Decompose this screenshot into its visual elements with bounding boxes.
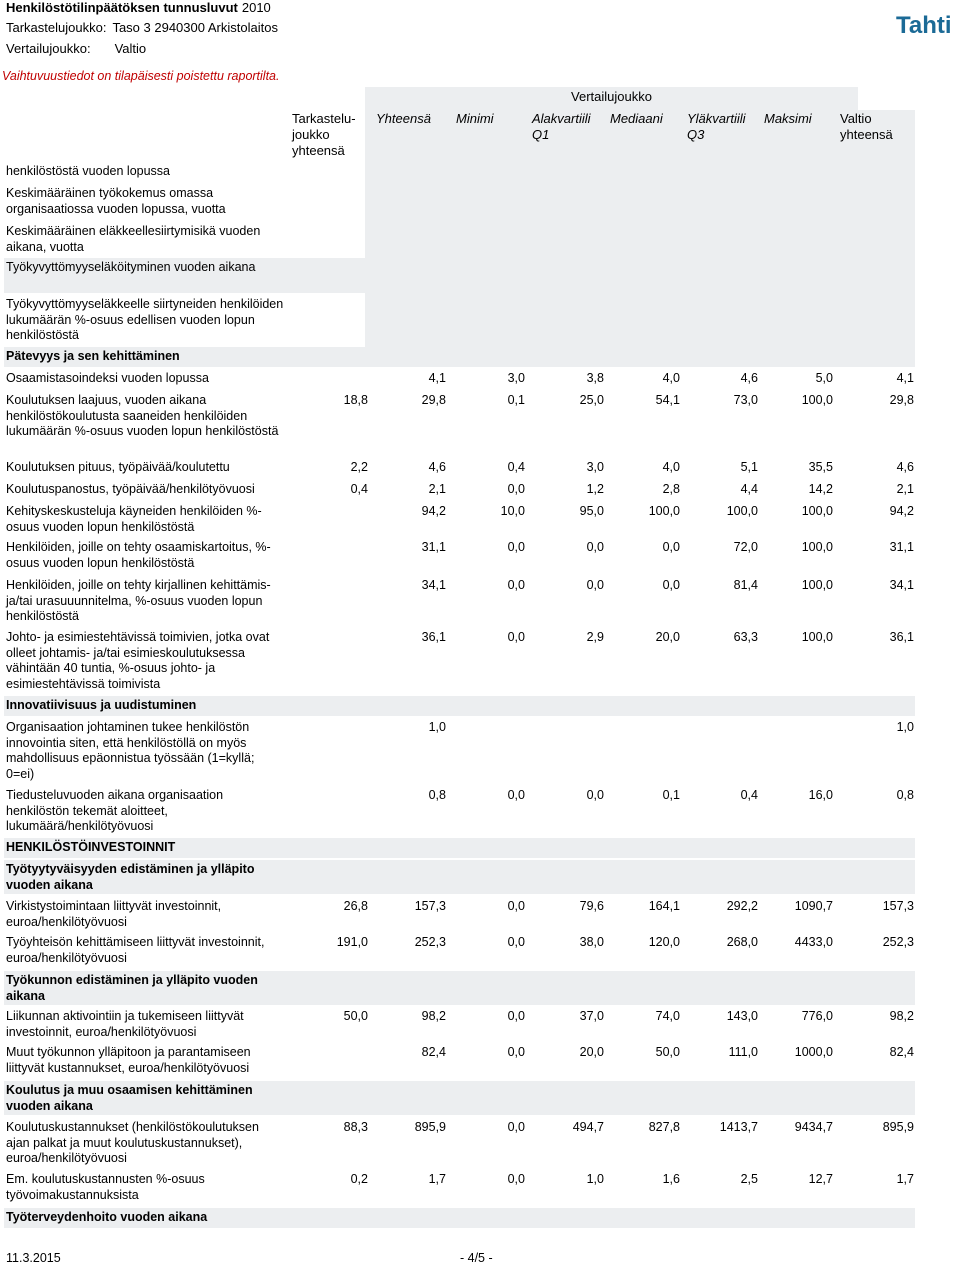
row-label: Henkilöiden, joille on tehty osaamiskartoitus, %-osuus vuoden lopun henkilöstöstä xyxy=(6,540,271,570)
table-row xyxy=(4,786,915,838)
table-row xyxy=(4,162,915,182)
row-label: Pätevyys ja sen kehittäminen xyxy=(6,349,180,363)
cell-value: 37,0 xyxy=(579,1009,604,1023)
tarkastelujoukko-line xyxy=(6,20,278,35)
cell-value: 143,0 xyxy=(726,1009,758,1023)
cell-value: 0,0 xyxy=(586,578,604,592)
row-label: Työtyytyväisyyden edistäminen ja ylläpito vuoden aikana xyxy=(6,862,255,892)
cell-value: 2,5 xyxy=(740,1172,758,1186)
col-yhteensa: Yhteensä xyxy=(376,111,431,126)
row-label: Tiedusteluvuoden aikana organisaation henkilöstön tekemät aloitteet, lukumäärä/henkilötyövuosi xyxy=(6,788,224,833)
cell-value: 0,1 xyxy=(662,788,680,802)
table-row xyxy=(4,295,915,347)
cell-value: 0,4 xyxy=(740,788,758,802)
cell-value: 776,0 xyxy=(801,1009,833,1023)
cell-value: 31,1 xyxy=(889,540,914,554)
table-row xyxy=(4,184,915,220)
table-row xyxy=(4,538,915,574)
section-header-row xyxy=(4,860,915,894)
cell-value: 94,2 xyxy=(889,504,914,518)
row-label: Henkilöiden, joille on tehty kirjallinen kehittämis- ja/tai urasuuunnitelma, %-osuus vuoden lopun henkilöstöstä xyxy=(6,578,271,623)
cell-value: 5,0 xyxy=(815,371,833,385)
cell-value: 0,4 xyxy=(350,482,368,496)
section-header-row xyxy=(4,696,915,716)
section-header-row xyxy=(4,1208,915,1228)
cell-value: 4433,0 xyxy=(794,935,833,949)
section-header-row xyxy=(4,838,915,858)
cell-value: 4,1 xyxy=(428,371,446,385)
table-row xyxy=(4,1170,915,1206)
vertailujoukko-group-header xyxy=(365,87,858,110)
cell-value: 100,0 xyxy=(726,504,758,518)
col-alakvartiili: Alakvartiili Q1 xyxy=(532,111,591,142)
tahti-logo: Tahti xyxy=(896,12,952,39)
cell-value: 895,9 xyxy=(414,1120,446,1134)
cell-value: 9434,7 xyxy=(794,1120,833,1134)
cell-value: 35,5 xyxy=(808,460,833,474)
cell-value: 36,1 xyxy=(421,630,446,644)
cell-value: 2,8 xyxy=(662,482,680,496)
footer-date: 11.3.2015 xyxy=(6,1251,61,1265)
cell-value: 100,0 xyxy=(801,393,833,407)
cell-value: 98,2 xyxy=(889,1009,914,1023)
cell-value: 54,1 xyxy=(655,393,680,407)
cell-value: 38,0 xyxy=(579,935,604,949)
footer-page-number: - 4/5 - xyxy=(460,1251,493,1265)
cell-value: 1090,7 xyxy=(794,899,833,913)
row-label: Koulutuksen laajuus, vuoden aikana henkilöstökoulutusta saaneiden henkilöiden lukumäärän %-osuus vuoden lopun henkilöstöstä xyxy=(6,393,279,438)
cell-value: 74,0 xyxy=(655,1009,680,1023)
table-row xyxy=(4,222,915,258)
cell-value: 100,0 xyxy=(648,504,680,518)
section-header-row xyxy=(4,258,915,293)
table-row xyxy=(4,718,915,784)
cell-value: 34,1 xyxy=(421,578,446,592)
cell-value: 29,8 xyxy=(889,393,914,407)
cell-value: 2,9 xyxy=(586,630,604,644)
cell-value: 72,0 xyxy=(733,540,758,554)
cell-value: 25,0 xyxy=(579,393,604,407)
cell-value: 29,8 xyxy=(421,393,446,407)
table-row xyxy=(4,1043,915,1079)
cell-value: 100,0 xyxy=(801,578,833,592)
cell-value: 18,8 xyxy=(343,393,368,407)
row-label: Työkyvyttömyyseläköityminen vuoden aikana xyxy=(6,260,256,274)
cell-value: 26,8 xyxy=(343,899,368,913)
cell-value: 20,0 xyxy=(579,1045,604,1059)
cell-value: 0,8 xyxy=(428,788,446,802)
row-label: Keskimääräinen eläkkeellesiirtymisikä vuoden aikana, vuotta xyxy=(6,224,261,254)
section-header-row xyxy=(4,347,915,367)
cell-value: 3,0 xyxy=(586,460,604,474)
cell-value: 0,0 xyxy=(507,1172,525,1186)
cell-value: 1,0 xyxy=(428,720,446,734)
row-label: Em. koulutuskustannusten %-osuus työvoimakustannuksista xyxy=(6,1172,205,1202)
row-label: Kehityskeskusteluja käyneiden henkilöiden %-osuus vuoden lopun henkilöstöstä xyxy=(6,504,262,534)
cell-value: 2,1 xyxy=(428,482,446,496)
cell-value: 494,7 xyxy=(572,1120,604,1134)
cell-value: 20,0 xyxy=(655,630,680,644)
row-label: Keskimääräinen työkokemus omassa organisaatiossa vuoden lopussa, vuotta xyxy=(6,186,226,216)
row-label: Työyhteisön kehittämiseen liittyvät investoinnit, euroa/henkilötyövuosi xyxy=(6,935,265,965)
cell-value: 34,1 xyxy=(889,578,914,592)
col-ylakvartiili: Yläkvartiili Q3 xyxy=(687,111,746,142)
row-label: Muut työkunnon ylläpitoon ja parantamiseen liittyvät kustannukset, euroa/henkilötyövuosi xyxy=(6,1045,251,1075)
tarkastelujoukko-value: Taso 3 2940300 Arkistolaitos xyxy=(112,20,278,35)
cell-value: 0,8 xyxy=(896,788,914,802)
cell-value: 82,4 xyxy=(889,1045,914,1059)
cell-value: 31,1 xyxy=(421,540,446,554)
table-row xyxy=(4,480,915,500)
cell-value: 50,0 xyxy=(343,1009,368,1023)
vertailujoukko-line xyxy=(6,41,146,56)
cell-value: 79,6 xyxy=(579,899,604,913)
cell-value: 0,1 xyxy=(507,393,525,407)
cell-value: 36,1 xyxy=(889,630,914,644)
row-label: HENKILÖSTÖINVESTOINNIT xyxy=(6,840,176,854)
vertailujoukko-value: Valtio xyxy=(114,41,147,56)
row-label: Liikunnan aktivointiin ja tukemiseen liittyvät investoinnit, euroa/henkilötyövuosi xyxy=(6,1009,244,1039)
cell-value: 4,0 xyxy=(662,371,680,385)
table-row xyxy=(4,897,915,933)
cell-value: 268,0 xyxy=(726,935,758,949)
tarkastelujoukko-label: Tarkastelujoukko: xyxy=(6,20,107,35)
cell-value: 0,0 xyxy=(507,482,525,496)
cell-value: 4,0 xyxy=(662,460,680,474)
cell-value: 827,8 xyxy=(648,1120,680,1134)
row-label: Johto- ja esimiestehtävissä toimivien, jotka ovat olleet johtamis- ja/tai esimieskoulutuksessa vähintään 40 tuntia, %-osuus johto- ja esimiestehtävissä toimivista xyxy=(6,630,270,691)
cell-value: 0,0 xyxy=(586,788,604,802)
cell-value: 0,0 xyxy=(507,788,525,802)
table-row xyxy=(4,369,915,389)
report-year: 2010 xyxy=(241,0,271,15)
cell-value: 73,0 xyxy=(733,393,758,407)
table-row xyxy=(4,502,915,538)
cell-value: 4,6 xyxy=(428,460,446,474)
cell-value: 4,4 xyxy=(740,482,758,496)
cell-value: 95,0 xyxy=(579,504,604,518)
cell-value: 0,0 xyxy=(507,578,525,592)
cell-value: 100,0 xyxy=(801,630,833,644)
notice-text: Vaihtuvuustiedot on tilapäisesti poistettu raportilta. xyxy=(2,69,280,83)
cell-value: 164,1 xyxy=(648,899,680,913)
section-header-row xyxy=(4,1081,915,1115)
cell-value: 1,2 xyxy=(586,482,604,496)
row-label: Virkistystoimintaan liittyvät investoinnit, euroa/henkilötyövuosi xyxy=(6,899,222,929)
cell-value: 0,2 xyxy=(350,1172,368,1186)
row-label: Osaamistasoindeksi vuoden lopussa xyxy=(6,371,209,385)
row-label: Työkunnon edistäminen ja ylläpito vuoden aikana xyxy=(6,973,258,1003)
cell-value: 191,0 xyxy=(336,935,368,949)
cell-value: 2,1 xyxy=(896,482,914,496)
cell-value: 63,3 xyxy=(733,630,758,644)
row-label: Koulutuksen pituus, työpäivää/koulutettu xyxy=(6,460,230,474)
cell-value: 14,2 xyxy=(808,482,833,496)
col-mediaani: Mediaani xyxy=(610,111,663,126)
cell-value: 0,0 xyxy=(507,540,525,554)
table-row xyxy=(4,628,915,694)
col-tarkastelujoukko: Tarkastelu- joukko yhteensä xyxy=(292,111,356,158)
cell-value: 0,4 xyxy=(507,460,525,474)
cell-value: 2,2 xyxy=(350,460,368,474)
table-row xyxy=(4,1007,915,1043)
cell-value: 88,3 xyxy=(343,1120,368,1134)
cell-value: 100,0 xyxy=(801,540,833,554)
table-row xyxy=(4,576,915,628)
cell-value: 1,0 xyxy=(586,1172,604,1186)
cell-value: 292,2 xyxy=(726,899,758,913)
row-label: Koulutus ja muu osaamisen kehittäminen vuoden aikana xyxy=(6,1083,253,1113)
col-minimi: Minimi xyxy=(456,111,494,126)
cell-value: 0,0 xyxy=(507,630,525,644)
col-maksimi: Maksimi xyxy=(764,111,812,126)
report-title: Henkilöstötilinpäätöksen tunnusluvut 2010 xyxy=(6,0,271,15)
cell-value: 252,3 xyxy=(414,935,446,949)
cell-value: 120,0 xyxy=(648,935,680,949)
cell-value: 895,9 xyxy=(882,1120,914,1134)
table-row xyxy=(4,458,915,478)
cell-value: 0,0 xyxy=(662,578,680,592)
cell-value: 4,6 xyxy=(896,460,914,474)
row-label: Organisaation johtaminen tukee henkilöstön innovointia siten, että henkilöstöllä on myös mahdollisuus epäonnistua työssään (1=kyllä; 0=ei) xyxy=(6,720,255,781)
cell-value: 1,0 xyxy=(896,720,914,734)
cell-value: 0,0 xyxy=(507,1120,525,1134)
cell-value: 0,0 xyxy=(662,540,680,554)
cell-value: 1,7 xyxy=(428,1172,446,1186)
table-row xyxy=(4,391,915,457)
table-row xyxy=(4,1118,915,1168)
cell-value: 1413,7 xyxy=(719,1120,758,1134)
vertailujoukko-label: Vertailujoukko: xyxy=(6,41,91,56)
row-label: henkilöstöstä vuoden lopussa xyxy=(6,164,171,178)
cell-value: 4,1 xyxy=(896,371,914,385)
row-label: Työkyvyttömyyseläkkeelle siirtyneiden henkilöiden lukumäärän %-osuus edellisen vuoden lopun henkilöstöstä xyxy=(6,297,284,342)
section-header-row xyxy=(4,971,915,1005)
cell-value: 1,6 xyxy=(662,1172,680,1186)
cell-value: 81,4 xyxy=(733,578,758,592)
col-valtio-yhteensa: Valtio yhteensä xyxy=(840,111,893,142)
row-label: Koulutuspanostus, työpäivää/henkilötyövuosi xyxy=(6,482,255,496)
table-row xyxy=(4,933,915,969)
cell-value: 98,2 xyxy=(421,1009,446,1023)
cell-value: 1000,0 xyxy=(794,1045,833,1059)
row-label: Työterveydenhoito vuoden aikana xyxy=(6,1210,208,1224)
cell-value: 0,0 xyxy=(586,540,604,554)
cell-value: 3,8 xyxy=(586,371,604,385)
cell-value: 111,0 xyxy=(728,1045,758,1059)
cell-value: 0,0 xyxy=(507,1009,525,1023)
row-label: Innovatiivisuus ja uudistuminen xyxy=(6,698,197,712)
group-label: Vertailujoukko xyxy=(571,89,652,104)
cell-value: 5,1 xyxy=(740,460,758,474)
cell-value: 10,0 xyxy=(500,504,525,518)
cell-value: 3,0 xyxy=(507,371,525,385)
cell-value: 12,7 xyxy=(808,1172,833,1186)
cell-value: 16,0 xyxy=(808,788,833,802)
cell-value: 100,0 xyxy=(801,504,833,518)
cell-value: 94,2 xyxy=(421,504,446,518)
cell-value: 157,3 xyxy=(882,899,914,913)
cell-value: 157,3 xyxy=(414,899,446,913)
row-label: Koulutuskustannukset (henkilöstökoulutuksen ajan palkat ja muut koulutuskustannukset), euroa/henkilötyövuosi xyxy=(6,1120,259,1165)
cell-value: 1,7 xyxy=(896,1172,914,1186)
cell-value: 4,6 xyxy=(740,371,758,385)
cell-value: 82,4 xyxy=(421,1045,446,1059)
cell-value: 0,0 xyxy=(507,899,525,913)
cell-value: 50,0 xyxy=(655,1045,680,1059)
cell-value: 252,3 xyxy=(882,935,914,949)
cell-value: 0,0 xyxy=(507,1045,525,1059)
cell-value: 0,0 xyxy=(507,935,525,949)
